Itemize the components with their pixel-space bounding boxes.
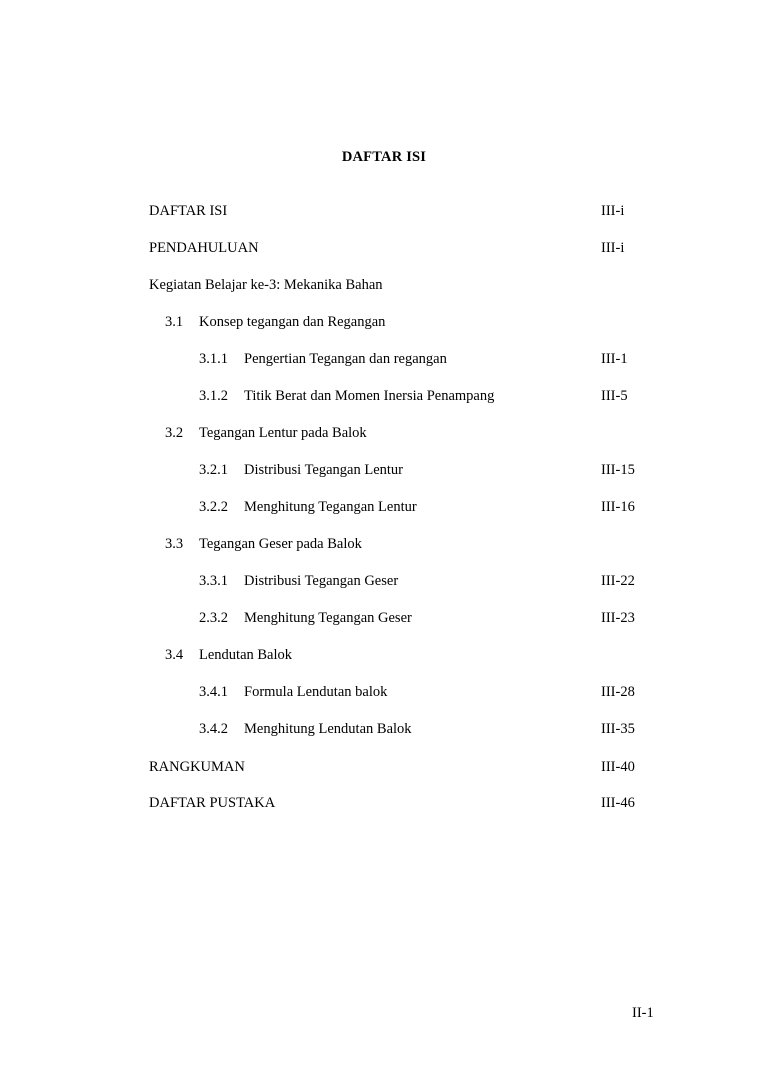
toc-entry-label: Pengertian Tegangan dan regangan — [244, 351, 447, 367]
toc-entry-page: III-35 — [601, 721, 635, 737]
toc-section-number: 3.1 — [165, 314, 184, 330]
toc-subsection-3-2-1[interactable] — [0, 459, 768, 481]
toc-section-number: 2.3.2 — [199, 610, 228, 626]
toc-entry-label: Titik Berat dan Momen Inersia Penampang — [244, 388, 495, 404]
toc-entry-page: III-23 — [601, 610, 635, 626]
toc-section-number: 3.2 — [165, 425, 184, 441]
toc-section-number: 3.4.1 — [199, 684, 228, 700]
toc-section-3-3[interactable] — [0, 533, 768, 555]
toc-section-number: 3.2.1 — [199, 462, 228, 478]
toc-section-number: 3.3.1 — [199, 573, 228, 589]
toc-entry-label: DAFTAR PUSTAKA — [149, 795, 276, 811]
toc-section-number: 3.1.1 — [199, 351, 228, 367]
toc-section-number: 3.2.2 — [199, 499, 228, 515]
toc-entry-kegiatan-belajar[interactable] — [0, 274, 768, 296]
toc-entry-label: PENDAHULUAN — [149, 240, 259, 256]
toc-section-number: 3.3 — [165, 536, 184, 552]
toc-entry-label: Lendutan Balok — [199, 647, 293, 663]
toc-entry-page: III-15 — [601, 462, 635, 478]
toc-entry-rangkuman[interactable] — [0, 756, 768, 778]
toc-entry-label: Menghitung Tegangan Geser — [244, 610, 412, 626]
toc-entry-label: Menghitung Tegangan Lentur — [244, 499, 417, 515]
toc-entry-label: Tegangan Lentur pada Balok — [199, 425, 367, 441]
toc-section-number: 3.4 — [165, 647, 184, 663]
toc-entry-label: Formula Lendutan balok — [244, 684, 388, 700]
toc-entry-page: III-1 — [601, 351, 628, 367]
page-title: DAFTAR ISI — [341, 149, 427, 165]
toc-entry-page: III-40 — [601, 759, 635, 775]
toc-subsection-3-4-2[interactable] — [0, 718, 768, 740]
toc-entry-label: Konsep tegangan dan Regangan — [199, 314, 386, 330]
toc-section-3-4[interactable] — [0, 644, 768, 666]
toc-entry-daftar-isi[interactable] — [0, 200, 768, 222]
toc-entry-page: III-28 — [601, 684, 635, 700]
toc-section-number: 3.1.2 — [199, 388, 228, 404]
toc-entry-pendahuluan[interactable] — [0, 237, 768, 259]
toc-entry-label: Tegangan Geser pada Balok — [199, 536, 362, 552]
toc-section-3-1[interactable] — [0, 311, 768, 333]
toc-entry-label: Kegiatan Belajar ke-3: Mekanika Bahan — [149, 277, 383, 293]
toc-entry-page: III-46 — [601, 795, 635, 811]
toc-subsection-3-3-1[interactable] — [0, 570, 768, 592]
toc-section-number: 3.4.2 — [199, 721, 228, 737]
toc-entry-page: III-16 — [601, 499, 635, 515]
toc-section-3-2[interactable] — [0, 422, 768, 444]
toc-entry-label: DAFTAR ISI — [149, 203, 228, 219]
toc-entry-label: Distribusi Tegangan Lentur — [244, 462, 403, 478]
toc-entry-label: Menghitung Lendutan Balok — [244, 721, 412, 737]
toc-subsection-2-3-2[interactable] — [0, 607, 768, 629]
toc-subsection-3-1-1[interactable] — [0, 348, 768, 370]
toc-subsection-3-4-1[interactable] — [0, 681, 768, 703]
toc-subsection-3-1-2[interactable] — [0, 385, 768, 407]
toc-subsection-3-2-2[interactable] — [0, 496, 768, 518]
page-number: II-1 — [632, 1005, 654, 1021]
toc-entry-page: III-i — [601, 203, 625, 219]
toc-entry-label: Distribusi Tegangan Geser — [244, 573, 399, 589]
toc-entry-page: III-5 — [601, 388, 628, 404]
toc-entry-page: III-22 — [601, 573, 635, 589]
toc-entry-label: RANGKUMAN — [149, 759, 245, 775]
toc-entry-page: III-i — [601, 240, 625, 256]
toc-entry-daftar-pustaka[interactable] — [0, 792, 768, 814]
